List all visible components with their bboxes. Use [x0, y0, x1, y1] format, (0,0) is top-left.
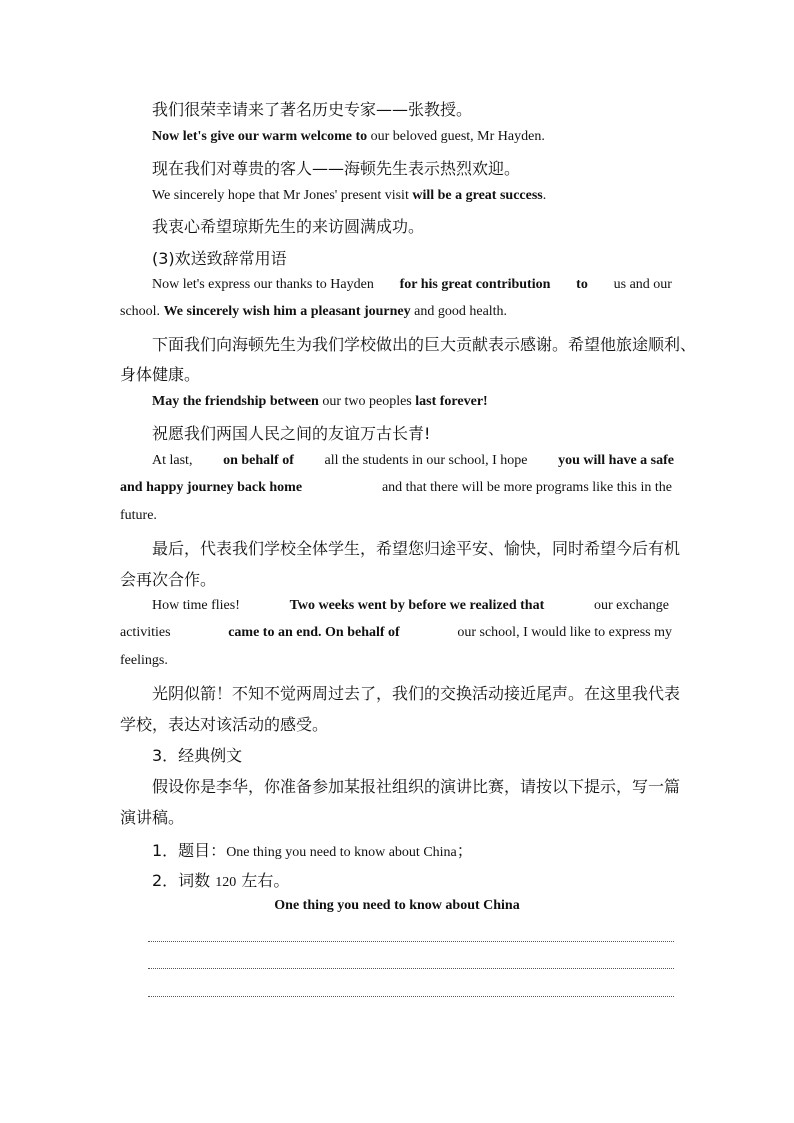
bold-phrase: came to an end. On behalf of: [228, 625, 400, 640]
text-run: activities: [120, 625, 171, 640]
section-heading: (3)欢送致辞常用语: [152, 249, 287, 268]
text-line: 会再次合作。: [120, 570, 217, 589]
text-run: and that there will be more programs like this in the: [381, 480, 672, 495]
bold-phrase: on behalf of: [223, 453, 294, 468]
text-run: our exchange: [593, 598, 669, 613]
text-line: feelings.: [120, 653, 168, 668]
text-run: How time flies!: [152, 598, 240, 613]
text-run: One thing you need to know about China: [226, 845, 457, 860]
writing-line: [148, 968, 674, 969]
text-run: 2．词数: [152, 871, 216, 890]
text-run: ；: [456, 841, 473, 860]
text-run: At last,: [152, 453, 193, 468]
text-run: 120: [215, 875, 237, 890]
bold-phrase: you will have a safe: [558, 453, 674, 468]
bold-phrase: and happy journey back home: [120, 480, 303, 495]
bold-phrase: to: [576, 277, 588, 292]
bold-phrase: will be a great success: [412, 188, 543, 203]
bold-phrase: Now let's give our warm welcome to: [152, 129, 368, 144]
text-line: [152, 453, 674, 469]
bold-phrase: We sincerely wish him a pleasant journey: [163, 304, 411, 319]
text-run: our two peoples: [318, 394, 416, 409]
text-line: [152, 598, 669, 614]
text-line: [152, 188, 546, 204]
text-run: our beloved guest, Mr Hayden.: [367, 129, 545, 144]
text-line: 最后，代表我们学校全体学生，希望您归途平安、愉快，同时希望今后有机: [152, 539, 681, 558]
text-line: 下面我们向海顿先生为我们学校做出的巨大贡献表示感谢。希望他旅途顺利、: [152, 335, 697, 354]
text-line: [120, 480, 672, 496]
text-line: [120, 304, 507, 320]
text-line: [120, 625, 672, 641]
bold-phrase: for his great contribution: [399, 277, 551, 292]
bold-phrase: May the friendship between: [152, 394, 319, 409]
writing-line: [148, 996, 674, 997]
text-line: 演讲稿。: [120, 808, 185, 827]
text-line: [152, 868, 289, 891]
text-line: 我们很荣幸请来了著名历史专家——张教授。: [152, 100, 473, 119]
text-line: 现在我们对尊贵的客人——海顿先生表示热烈欢迎。: [152, 159, 521, 178]
text-run: our school, I would like to express my: [457, 625, 672, 640]
text-run: us and our: [613, 277, 672, 292]
text-line: 光阴似箭！不知不觉两周过去了，我们的交换活动接近尾声。在这里我代表: [152, 684, 681, 703]
text-line: 假设你是李华，你准备参加某报社组织的演讲比赛，请按以下提示，写一篇: [152, 777, 681, 796]
text-line: 身体健康。: [120, 365, 201, 384]
text-line: [152, 838, 473, 861]
text-line: [152, 129, 545, 145]
text-line: 我衷心希望琼斯先生的来访圆满成功。: [152, 217, 425, 236]
writing-line: [148, 941, 674, 942]
text-line: 学校，表达对该活动的感受。: [120, 715, 329, 734]
bold-phrase: last forever!: [415, 394, 488, 409]
text-line: future.: [120, 508, 157, 523]
text-line: [152, 394, 488, 410]
text-run: 左右。: [236, 871, 290, 890]
text-line: 祝愿我们两国人民之间的友谊万古长青!: [152, 424, 431, 443]
section-heading: 3．经典例文: [152, 746, 243, 765]
text-run: all the students in our school, I hope: [324, 453, 528, 468]
text-run: .: [542, 188, 547, 203]
text-run: and good health.: [410, 304, 508, 319]
text-line: [152, 277, 672, 293]
essay-title: One thing you need to know about China: [274, 898, 520, 913]
bold-phrase: Two weeks went by before we realized that: [289, 598, 545, 613]
text-run: Now let's express our thanks to Hayden: [152, 277, 374, 292]
text-run: 1．题目：: [152, 841, 227, 860]
text-run: We sincerely hope that Mr Jones' present visit: [152, 188, 413, 203]
text-run: school.: [120, 304, 164, 319]
